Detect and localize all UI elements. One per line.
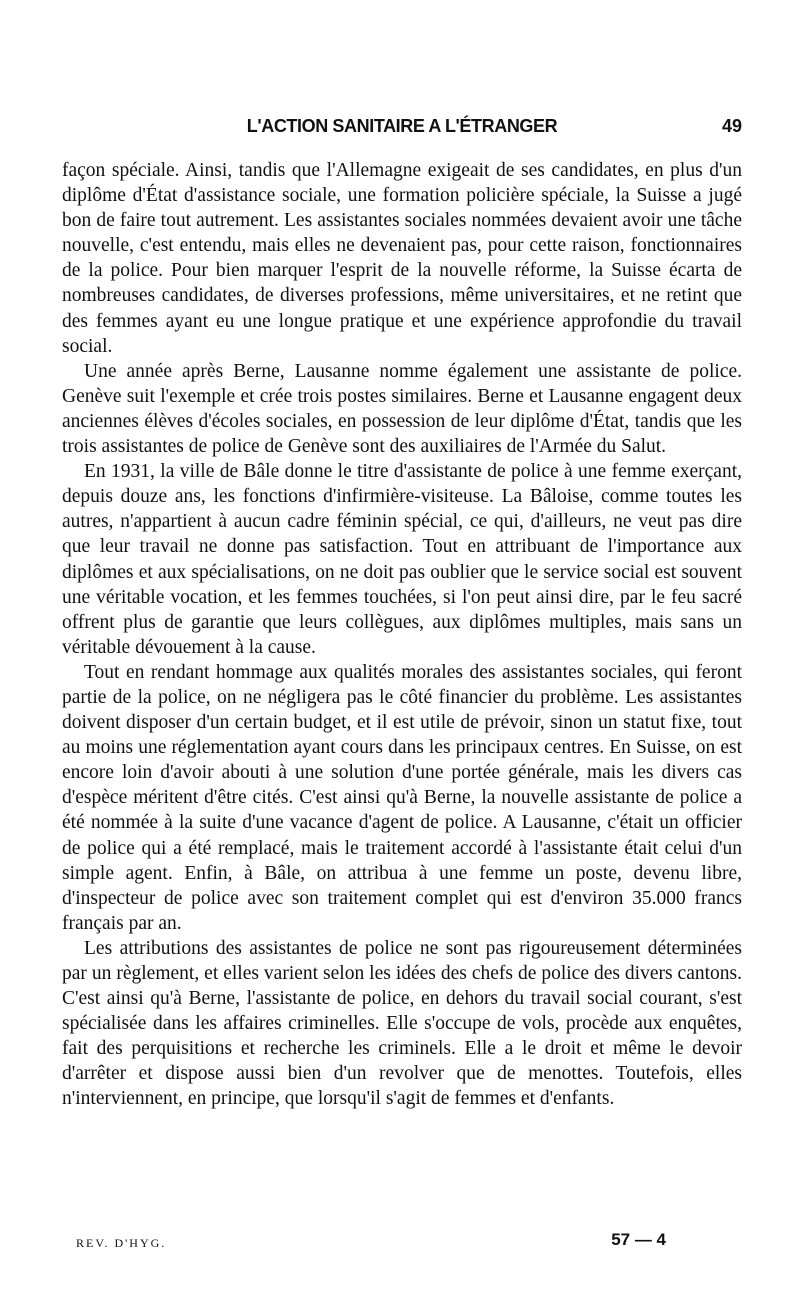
page-number: 49	[721, 116, 742, 136]
sheet-signature: 57 — 4	[611, 1230, 666, 1249]
document-page	[62, 112, 742, 1112]
paragraph: Une année après Berne, Lausanne nomme également une assistante de police. Genève suit l'exemple et crée trois postes similaires. Berne et Lausanne engagent deux anciennes élèves d'écoles sociales, en possession de leur diplôme d'État, tandis que les trois assistantes de police de Genève sont des auxiliaires de l'Armée du Salut.	[62, 360, 742, 458]
paragraph: En 1931, la ville de Bâle donne le titre d'assistante de police à une femme exerçant, depuis douze ans, les fonctions d'infirmière-visiteuse. La Bâloise, comme toutes les autres, n'appartient à aucun cadre féminin spécial, ce qui, d'ailleurs, ne veut pas dire que leur travail ne donne pas satisfaction. Tout en attribuant de l'importance aux diplômes et aux spécialisations, on ne doit pas oublier que le service social est souvent une véritable vocation, et les femmes touchées, si l'on peut ainsi dire, par le feu sacré offrent plus de garantie que leurs collègues, aux diplômes multiples, mais sans un véritable dévouement à la cause.	[62, 461, 742, 658]
page-footer	[76, 1230, 666, 1254]
journal-abbreviation: REV. D'HYG.	[76, 1236, 167, 1250]
paragraph: façon spéciale. Ainsi, tandis que l'Allemagne exigeait de ses candidates, en plus d'un diplôme d'État d'assistance sociale, une formation policière spéciale, la Suisse a jugé bon de faire tout autrement. Les assistantes sociales nommées devaient avoir une tâche nouvelle, c'est entendu, mais elles ne devenaient pas, pour cette raison, fonctionnaires de la police. Pour bien marquer l'esprit de la nouvelle réforme, la Suisse écarta de nombreuses candidates, de diverses professions, même universitaires, et ne retint que des femmes ayant eu une longue pratique et une expérience approfondie du travail social.	[62, 160, 742, 357]
page-header	[62, 112, 742, 146]
paragraph: Les attributions des assistantes de police ne sont pas rigoureusement déterminées par un règlement, et elles varient selon les idées des chefs de police des divers cantons. C'est ainsi qu'à Berne, l'assistante de police, en dehors du travail social courant, s'est spécialisée dans les affaires criminelles. Elle s'occupe de vols, procède aux enquêtes, fait des perquisitions et recherche les criminels. Elle a le droit et même le devoir d'arrêter et dispose aussi bien d'un revolver que de menottes. Toutefois, elles n'interviennent, en principe, que lorsqu'il s'agit de femmes et d'enfants.	[62, 937, 742, 1110]
paragraph: Tout en rendant hommage aux qualités morales des assistantes sociales, qui feront partie de la police, on ne négligera pas le côté financier du problème. Les assistantes doivent disposer d'un certain budget, et il est utile de prévoir, sinon un statut fixe, tout au moins une réglementation ayant cours dans les principaux centres. En Suisse, on est encore loin d'avoir abouti à une solution d'une portée générale, mais les divers cas d'espèce méritent d'être cités. C'est ainsi qu'à Berne, la nouvelle assistante de police a été nommée à la suite d'une vacance d'agent de police. A Lausanne, c'était un officier de police qui a été remplacé, mais le traitement accordé à l'assistante était celui d'un simple agent. Enfin, à Bâle, on attribua à une femme un poste, devenu libre, d'inspecteur de police avec son traitement complet qui est d'environ 35.000 francs français par an.	[62, 661, 742, 934]
running-title: L'ACTION SANITAIRE A L'ÉTRANGER	[246, 116, 558, 136]
body-text	[62, 158, 742, 1112]
